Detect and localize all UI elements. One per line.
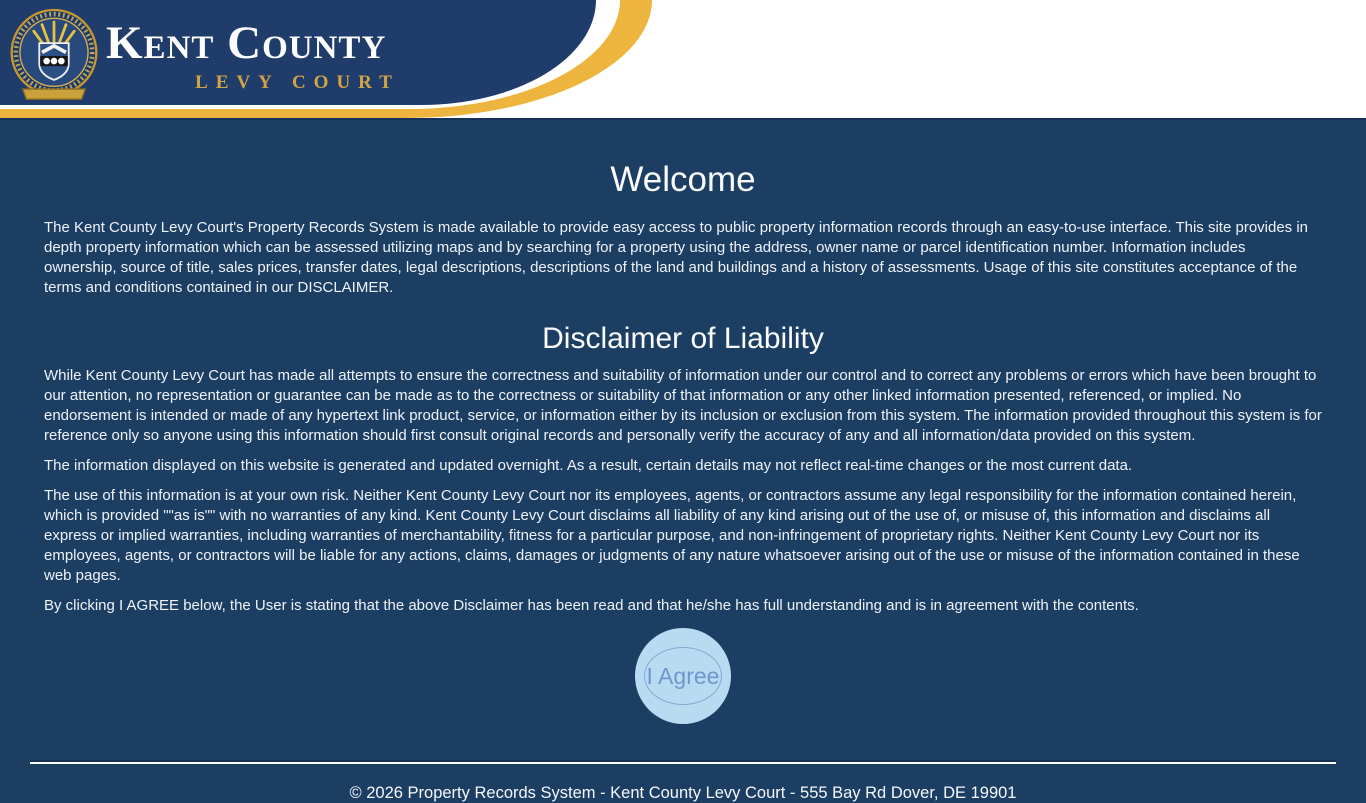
brand-block (106, 17, 481, 94)
header-navy-panel (0, 0, 596, 105)
main-content (0, 118, 1366, 802)
disclaimer-paragraph-4: By clicking I AGREE below, the User is stating that the above Disclaimer has been read and that he/she has full understanding and is in agreement with the contents. (44, 597, 1139, 614)
kent-county-seal-icon (8, 8, 100, 104)
disclaimer-paragraph-2: The information displayed on this website is generated and updated overnight. As a result, certain details may not reflect real-time changes or the most current data. (44, 457, 1133, 474)
disclaimer-paragraph-3: The use of this information is at your own risk. Neither Kent County Levy Court nor its employees, agents, or contractors assume any legal responsibility for the information contained herein, which is provided ""as is"" with no warranties of any kind. Kent County Levy Court disclaims all liability of any kind arising out of the use of, or misuse of, this information and disclaims all express or implied warranties, including warranties of merchantability, fitness for a particular purpose, and non-infringement of proprietary rights. Neither Kent County Levy Court nor its employees, agents, or contractors will be liable for any actions, claims, damages or judgments of any nature whatsoever arising out of the use or misuse of the information contained in these web pages. (44, 487, 1300, 584)
footer-divider (30, 762, 1336, 764)
disclaimer-heading: Disclaimer of Liability (542, 322, 824, 355)
welcome-heading: Welcome (610, 160, 756, 199)
site-subtitle: LEVY COURT (195, 72, 400, 93)
site-title: Kent County (106, 17, 387, 69)
disclaimer-paragraph-1: While Kent County Levy Court has made all attempts to ensure the correctness and suitability of information under our control and to correct any problems or errors which have been brought to our attention, no representation or guarantee can be made as to the correctness or suitability of that information or any other linked information presented, referenced, or implied. No endorsement is intended or made of any hypertext link product, service, or information either by its inclusion or exclusion from this system. The information provided throughout this system is for reference only so anyone using this information should first consult original records and personally verify the accuracy of any and all information/data provided on this system. (44, 367, 1322, 444)
site-header (0, 0, 1366, 118)
i-agree-label: I Agree (644, 647, 722, 705)
i-agree-button[interactable] (635, 628, 731, 724)
agree-button-container (0, 628, 1366, 724)
intro-paragraph: The Kent County Levy Court's Property Records System is made available to provide easy access to public property information records through an easy-to-use interface. This site provides in depth property information which can be assessed utilizing maps and by searching for a property using the address, owner name or parcel identification number. Information includes ownership, source of title, sales prices, transfer dates, legal descriptions, descriptions of the land and buildings and a history of assessments. Usage of this site constitutes acceptance of the terms and conditions contained in our DISCLAIMER. (44, 219, 1309, 296)
copyright-text: © 2026 Property Records System - Kent County Levy Court - 555 Bay Rd Dover, DE 19901 (349, 784, 1017, 802)
